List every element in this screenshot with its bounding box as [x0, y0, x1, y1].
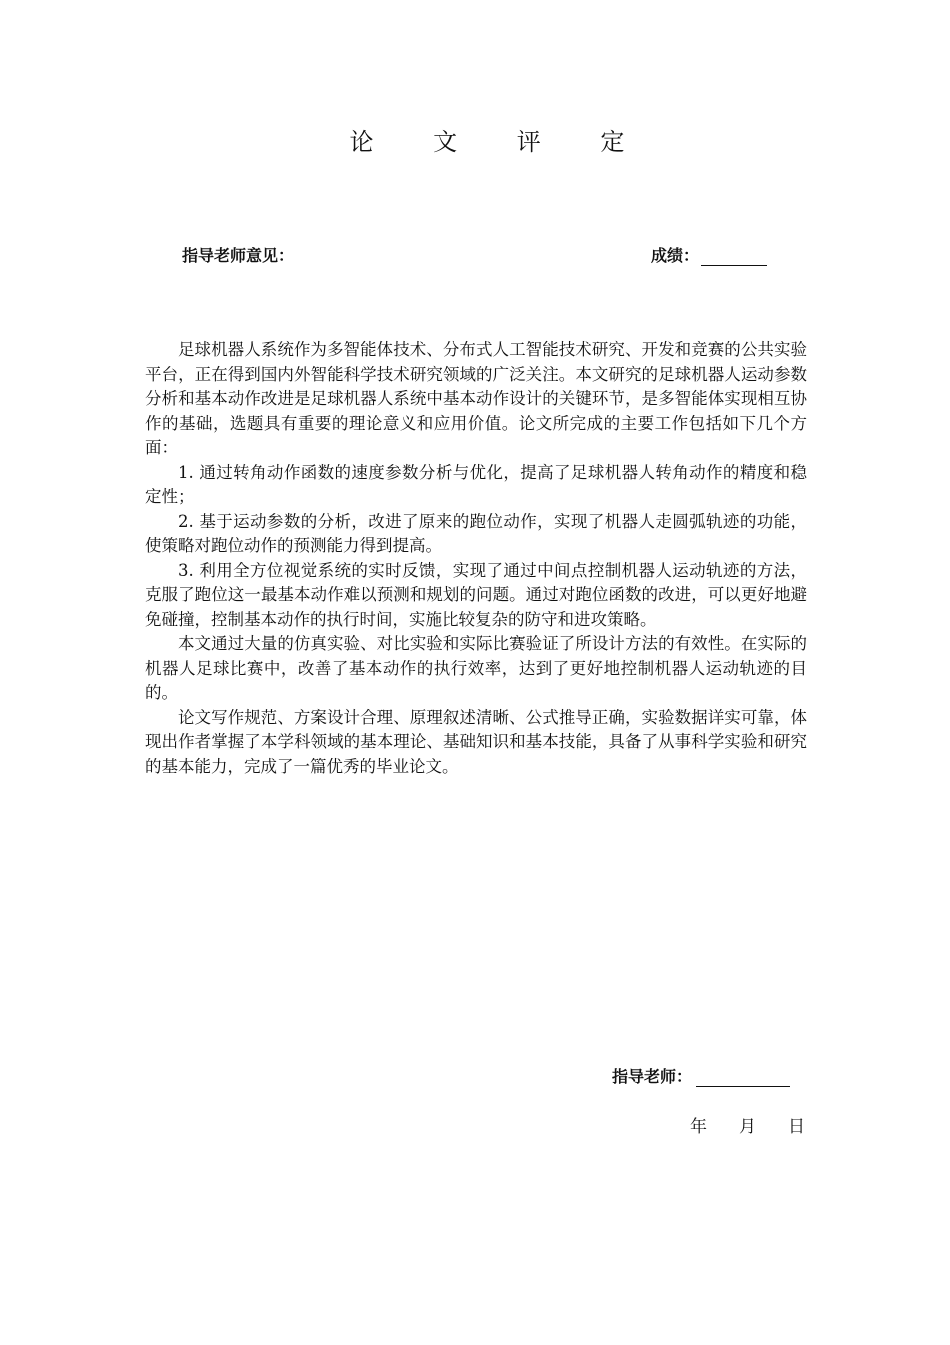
paragraph-item-3: 3. 利用全方位视觉系统的实时反馈，实现了通过中间点控制机器人运动轨迹的方法，克服了跑位这一最基本动作难以预测和规划的问题。通过对跑位函数的改进，可以更好地避免碰撞，控制基本动作的执行时间，实施比较复杂的防守和进攻策略。: [145, 560, 807, 629]
date-month: 月: [739, 1117, 757, 1137]
signature-label: 指导老师：: [612, 1067, 693, 1086]
grade-blank-line: [701, 249, 767, 266]
paragraph-validation: 本文通过大量的仿真实验、对比实验和实际比赛验证了所设计方法的有效性。在实际的机器人足球比赛中，改善了基本动作的执行效率，达到了更好地控制机器人运动轨迹的目的。: [145, 634, 807, 702]
grade-field: [651, 243, 767, 266]
evaluation-text: [145, 338, 807, 779]
advisor-opinion-label: 指导老师意见：: [182, 246, 295, 265]
date-year: 年: [690, 1117, 708, 1137]
paragraph-item-2: 2. 基于运动参数的分析，改进了原来的跑位动作，实现了机器人走圆弧轨迹的功能，使策略对跑位动作的预测能力得到提高。: [145, 511, 807, 555]
date-day: 日: [788, 1117, 806, 1137]
date-field: [690, 1112, 806, 1137]
page-title: 论 文 评 定: [349, 128, 651, 156]
paragraph-intro: 足球机器人系统作为多智能体技术、分布式人工智能技术研究、开发和竞赛的公共实验平台，正在得到国内外智能科学技术研究领域的广泛关注。本文研究的足球机器人运动参数分析和基本动作改进是足球机器人系统中基本动作设计的关键环节，是多智能体实现相互协作的基础，选题具有重要的理论意义和应用价值。论文所完成的主要工作包括如下几个方面：: [145, 340, 807, 457]
paragraph-conclusion: 论文写作规范、方案设计合理、原理叙述清晰、公式推导正确，实验数据详实可靠，体现出作者掌握了本学科领域的基本理论、基础知识和基本技能，具备了从事科学实验和研究的基本能力，完成了一篇优秀的毕业论文。: [145, 707, 807, 776]
grade-label: 成绩：: [651, 246, 700, 265]
signature-field: [612, 1064, 790, 1087]
paragraph-item-1: 1. 通过转角动作函数的速度参数分析与优化，提高了足球机器人转角动作的精度和稳定性；: [145, 462, 807, 506]
signature-blank-line: [696, 1070, 790, 1087]
